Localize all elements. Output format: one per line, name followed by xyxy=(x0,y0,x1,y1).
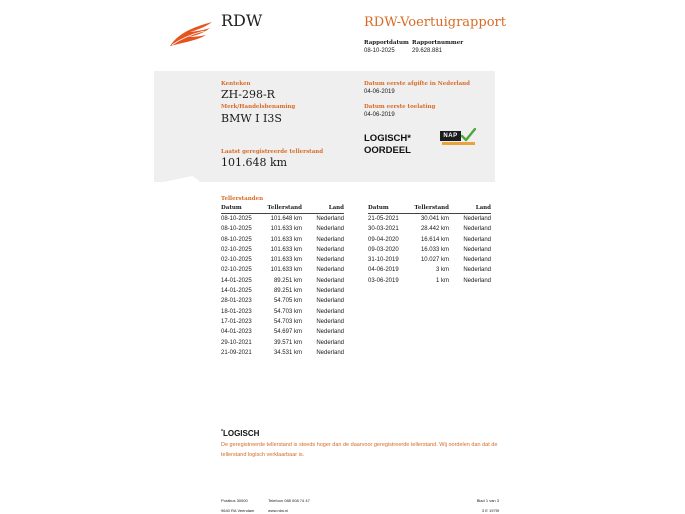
cell-date: 02-10-2025 xyxy=(221,257,252,264)
vehicle-panel xyxy=(154,71,495,182)
verdict-line-2: OORDEEL xyxy=(364,145,411,156)
report-date: 08-10-2025 xyxy=(364,48,395,54)
table-row xyxy=(221,327,344,337)
first-admission-label: Datum eerste afgifte in Nederland xyxy=(364,81,471,87)
first-registration-label: Datum eerste toelating xyxy=(364,104,436,110)
cell-date: 03-06-2019 xyxy=(368,277,399,284)
cell-odometer: 54.703 km xyxy=(273,318,302,325)
cell-date: 21-09-2021 xyxy=(221,349,252,356)
cell-odometer: 10.027 km xyxy=(420,257,449,264)
cell-country: Nederland xyxy=(316,318,344,325)
header-odometer: Tellerstand xyxy=(267,205,302,211)
cell-odometer: 101.633 km xyxy=(270,246,302,253)
cell-country: Nederland xyxy=(463,277,491,284)
cell-odometer: 1 km xyxy=(435,277,449,284)
footer-phone: Telefoon 088 008 74 47 xyxy=(268,498,310,503)
cell-date: 09-04-2020 xyxy=(368,236,399,243)
cell-country: Nederland xyxy=(463,257,491,264)
nap-underline xyxy=(442,142,475,145)
cell-date: 14-01-2025 xyxy=(221,288,252,295)
cell-country: Nederland xyxy=(316,257,344,264)
plate-value: ZH-298-R xyxy=(221,88,275,101)
table-row xyxy=(221,245,344,255)
plate-label: Kenteken xyxy=(221,81,251,87)
header-date: Datum xyxy=(221,205,242,211)
cell-date: 08-10-2025 xyxy=(221,226,252,233)
cell-date: 14-01-2025 xyxy=(221,277,252,284)
cell-odometer: 54.705 km xyxy=(273,298,302,305)
table-row xyxy=(368,214,491,224)
asterisk: * xyxy=(221,429,223,435)
cell-odometer: 30.041 km xyxy=(420,216,449,222)
cell-date: 09-03-2020 xyxy=(368,246,399,253)
cell-country: Nederland xyxy=(316,246,344,253)
table-row xyxy=(221,348,344,358)
table-row xyxy=(221,307,344,317)
cell-odometer: 39.571 km xyxy=(273,339,302,346)
table-row xyxy=(368,224,491,234)
legend-title-text: LOGISCH xyxy=(222,429,260,438)
legend-title xyxy=(221,429,259,438)
first-registration-value: 04-06-2019 xyxy=(364,112,395,118)
cell-odometer: 101.633 km xyxy=(270,226,302,233)
legend-text: De geregistreerde tellerstand is steeds hoger dan de daarvoor geregistreerde tellerstand. Wij oordelen dan dat de tellerstand logisch verklaarbaar is. xyxy=(221,442,498,458)
cell-odometer: 101.633 km xyxy=(270,267,302,274)
header-date: Datum xyxy=(368,205,389,211)
table-row xyxy=(368,265,491,275)
header-country: Land xyxy=(475,205,491,211)
cell-odometer: 34.531 km xyxy=(273,349,302,356)
odometer-label: Laatst geregistreerde tellerstand xyxy=(221,149,324,155)
cell-date: 30-03-2021 xyxy=(368,226,399,233)
cell-country: Nederland xyxy=(316,329,344,336)
footer-address: 9640 RA Veendam xyxy=(221,508,255,513)
table-row xyxy=(221,255,344,265)
cell-country: Nederland xyxy=(316,267,344,274)
table-row xyxy=(221,276,344,286)
table-row xyxy=(368,255,491,265)
cell-country: Nederland xyxy=(463,226,491,233)
cell-country: Nederland xyxy=(316,298,344,305)
cell-date: 31-10-2019 xyxy=(368,257,399,264)
cell-date: 17-01-2023 xyxy=(221,318,252,325)
cell-country: Nederland xyxy=(316,277,344,284)
checkmark-icon xyxy=(461,128,476,142)
cell-date: 02-10-2025 xyxy=(221,246,252,253)
table-row xyxy=(221,224,344,234)
make-label: Merk/Handelsbenaming xyxy=(221,104,296,110)
cell-odometer: 101.633 km xyxy=(270,257,302,264)
cell-country: Nederland xyxy=(316,339,344,346)
make-value: BMW I I3S xyxy=(221,112,282,125)
cell-date: 08-10-2025 xyxy=(221,236,252,243)
cell-date: 04-06-2019 xyxy=(368,267,399,274)
cell-country: Nederland xyxy=(316,226,344,233)
rdw-logo-icon xyxy=(168,20,214,48)
table-row xyxy=(221,214,344,224)
header-odometer: Tellerstand xyxy=(414,205,449,211)
cell-odometer: 16.033 km xyxy=(420,246,449,253)
cell-date: 02-10-2025 xyxy=(221,267,252,274)
footer-postbus: Postbus 30000 xyxy=(221,498,248,503)
table-row xyxy=(221,235,344,245)
readings-table-right xyxy=(368,205,491,286)
cell-date: 08-10-2025 xyxy=(221,216,252,222)
cell-odometer: 101.633 km xyxy=(270,236,302,243)
table-row xyxy=(221,317,344,327)
report-number-label: Rapportnummer xyxy=(412,40,464,46)
table-row xyxy=(368,245,491,255)
cell-odometer: 89.251 km xyxy=(273,288,302,295)
cell-country: Nederland xyxy=(316,349,344,356)
table-row xyxy=(221,338,344,348)
verdict xyxy=(364,133,411,157)
footer-code: 3 E 1975f xyxy=(481,508,499,513)
table-row xyxy=(368,276,491,286)
cell-odometer: 101.648 km xyxy=(270,216,302,222)
brand-name: RDW xyxy=(221,11,263,30)
nap-text: NAP xyxy=(440,131,461,141)
table-row xyxy=(221,286,344,296)
cell-country: Nederland xyxy=(316,236,344,243)
cell-country: Nederland xyxy=(463,267,491,274)
cell-country: Nederland xyxy=(316,288,344,295)
table-header xyxy=(221,205,344,214)
cell-country: Nederland xyxy=(463,236,491,243)
cell-odometer: 28.442 km xyxy=(420,226,449,233)
cell-date: 04-01-2023 xyxy=(221,329,252,336)
table-row xyxy=(368,235,491,245)
verdict-line-1: LOGISCH* xyxy=(364,133,411,144)
odometer-value: 101.648 km xyxy=(221,156,288,169)
cell-country: Nederland xyxy=(316,308,344,315)
cell-odometer: 16.614 km xyxy=(420,236,449,243)
table-row xyxy=(221,265,344,275)
footer-website[interactable]: www.rdw.nl xyxy=(268,508,289,513)
cell-country: Nederland xyxy=(463,246,491,253)
header-country: Land xyxy=(328,205,344,211)
cell-odometer: 54.703 km xyxy=(273,308,302,315)
report-title: RDW-Voertuigrapport xyxy=(364,15,506,30)
readings-title: Tellerstanden xyxy=(221,196,264,202)
report-date-label: Rapportdatum xyxy=(364,40,409,46)
report-number: 29.628.881 xyxy=(412,48,443,54)
readings-table-left xyxy=(221,205,344,358)
cell-date: 29-10-2021 xyxy=(221,339,252,346)
cell-country: Nederland xyxy=(463,216,491,222)
nap-logo xyxy=(440,131,476,145)
cell-country: Nederland xyxy=(316,216,344,222)
first-admission-value: 04-06-2019 xyxy=(364,89,395,95)
cell-date: 21-05-2021 xyxy=(368,216,399,222)
cell-odometer: 89.251 km xyxy=(273,277,302,284)
cell-date: 28-01-2023 xyxy=(221,298,252,305)
cell-odometer: 54.697 km xyxy=(273,329,302,336)
table-row xyxy=(221,296,344,306)
table-header xyxy=(368,205,491,214)
footer-page-number: Blad 1 van 3 xyxy=(476,498,499,503)
cell-date: 18-01-2023 xyxy=(221,308,252,315)
cell-odometer: 3 km xyxy=(435,267,449,274)
